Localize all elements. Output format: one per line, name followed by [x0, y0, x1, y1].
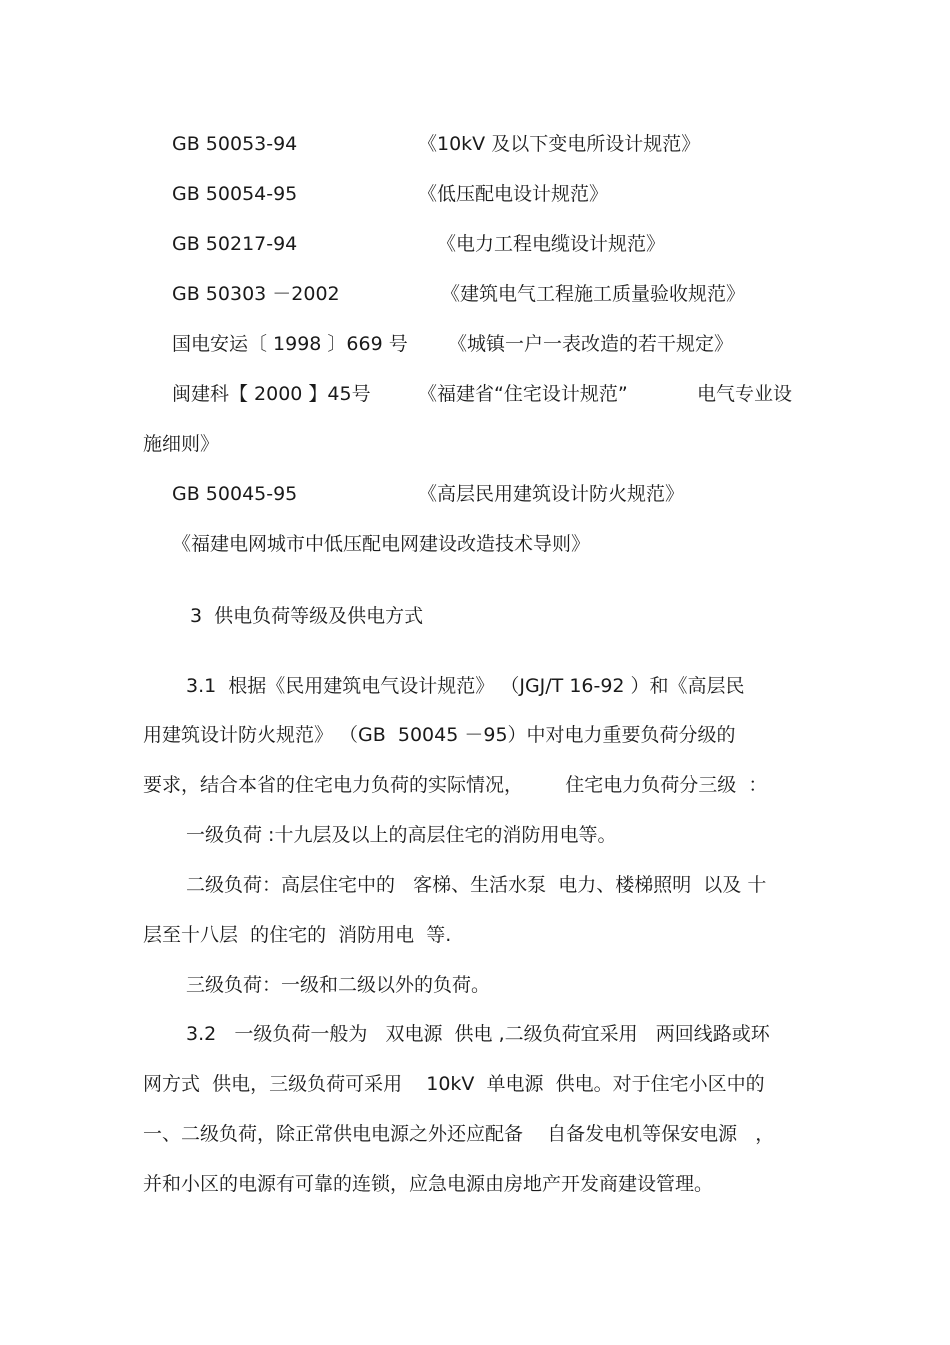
ref-title-6-cont: 施细则》	[143, 433, 220, 455]
ref-code-5: 国电安运〔 1998 〕669 号	[172, 333, 408, 355]
paragraph-3-1-line-2: 用建筑设计防火规范》 （GB 50045 －95）中对电力重要负荷分级的	[143, 724, 736, 746]
ref-title-4: 《建筑电气工程施工质量验收规范》	[441, 283, 746, 305]
ref-title-1: 《10kV 及以下变电所设计规范》	[418, 133, 701, 155]
ref-code-2: GB 50054-95	[172, 183, 298, 205]
ref-code-7: GB 50045-95	[172, 483, 298, 505]
paragraph-3-1-line-3: 要求，结合本省的住宅电力负荷的实际情况， 住宅电力负荷分三级 ：	[143, 774, 768, 796]
ref-code-4: GB 50303 －2002	[172, 283, 340, 305]
paragraph-3-2-line-1: 3.2 一级负荷一般为 双电源 供电 ,二级负荷宜采用 两回线路或环	[186, 1023, 770, 1045]
ref-extra: 《福建电网城市中低压配电网建设改造技术导则》	[172, 533, 591, 555]
level-2-load-line-1: 二级负荷：高层住宅中的 客梯、生活水泵 电力、楼梯照明 以及 十	[186, 874, 767, 896]
ref-title-2: 《低压配电设计规范》	[418, 183, 609, 205]
ref-code-6: 闽建科【 2000 】45号	[172, 383, 371, 405]
ref-title-6: 《福建省“住宅设计规范”	[418, 383, 628, 405]
ref-code-3: GB 50217-94	[172, 233, 298, 255]
ref-code-1: GB 50053-94	[172, 133, 298, 155]
ref-title-5: 《城镇一户一表改造的若干规定》	[448, 333, 734, 355]
section-heading: 3 供电负荷等级及供电方式	[190, 605, 424, 627]
ref-title-7: 《高层民用建筑设计防火规范》	[418, 483, 685, 505]
paragraph-3-2-line-4: 并和小区的电源有可靠的连锁，应急电源由房地产开发商建设管理。	[143, 1173, 714, 1195]
paragraph-3-2-line-2: 网方式 供电，三级负荷可采用 10kV 单电源 供电。对于住宅小区中的	[143, 1073, 765, 1095]
level-3-load: 三级负荷：一级和二级以外的负荷。	[186, 974, 491, 996]
paragraph-3-1-line-1: 3.1 根据《民用建筑电气设计规范》 （JGJ/T 16-92 ）和《高层民	[186, 675, 745, 697]
level-1-load: 一级负荷 :十九层及以上的高层住宅的消防用电等。	[186, 824, 617, 846]
level-2-load-line-2: 层至十八层 的住宅的 消防用电 等.	[143, 924, 452, 946]
ref-title-6-tail: 电气专业设	[697, 383, 793, 405]
ref-title-3: 《电力工程电缆设计规范》	[437, 233, 666, 255]
paragraph-3-2-line-3: 一、二级负荷，除正常供电电源之外还应配备 自备发电机等保安电源 ，	[143, 1123, 775, 1145]
